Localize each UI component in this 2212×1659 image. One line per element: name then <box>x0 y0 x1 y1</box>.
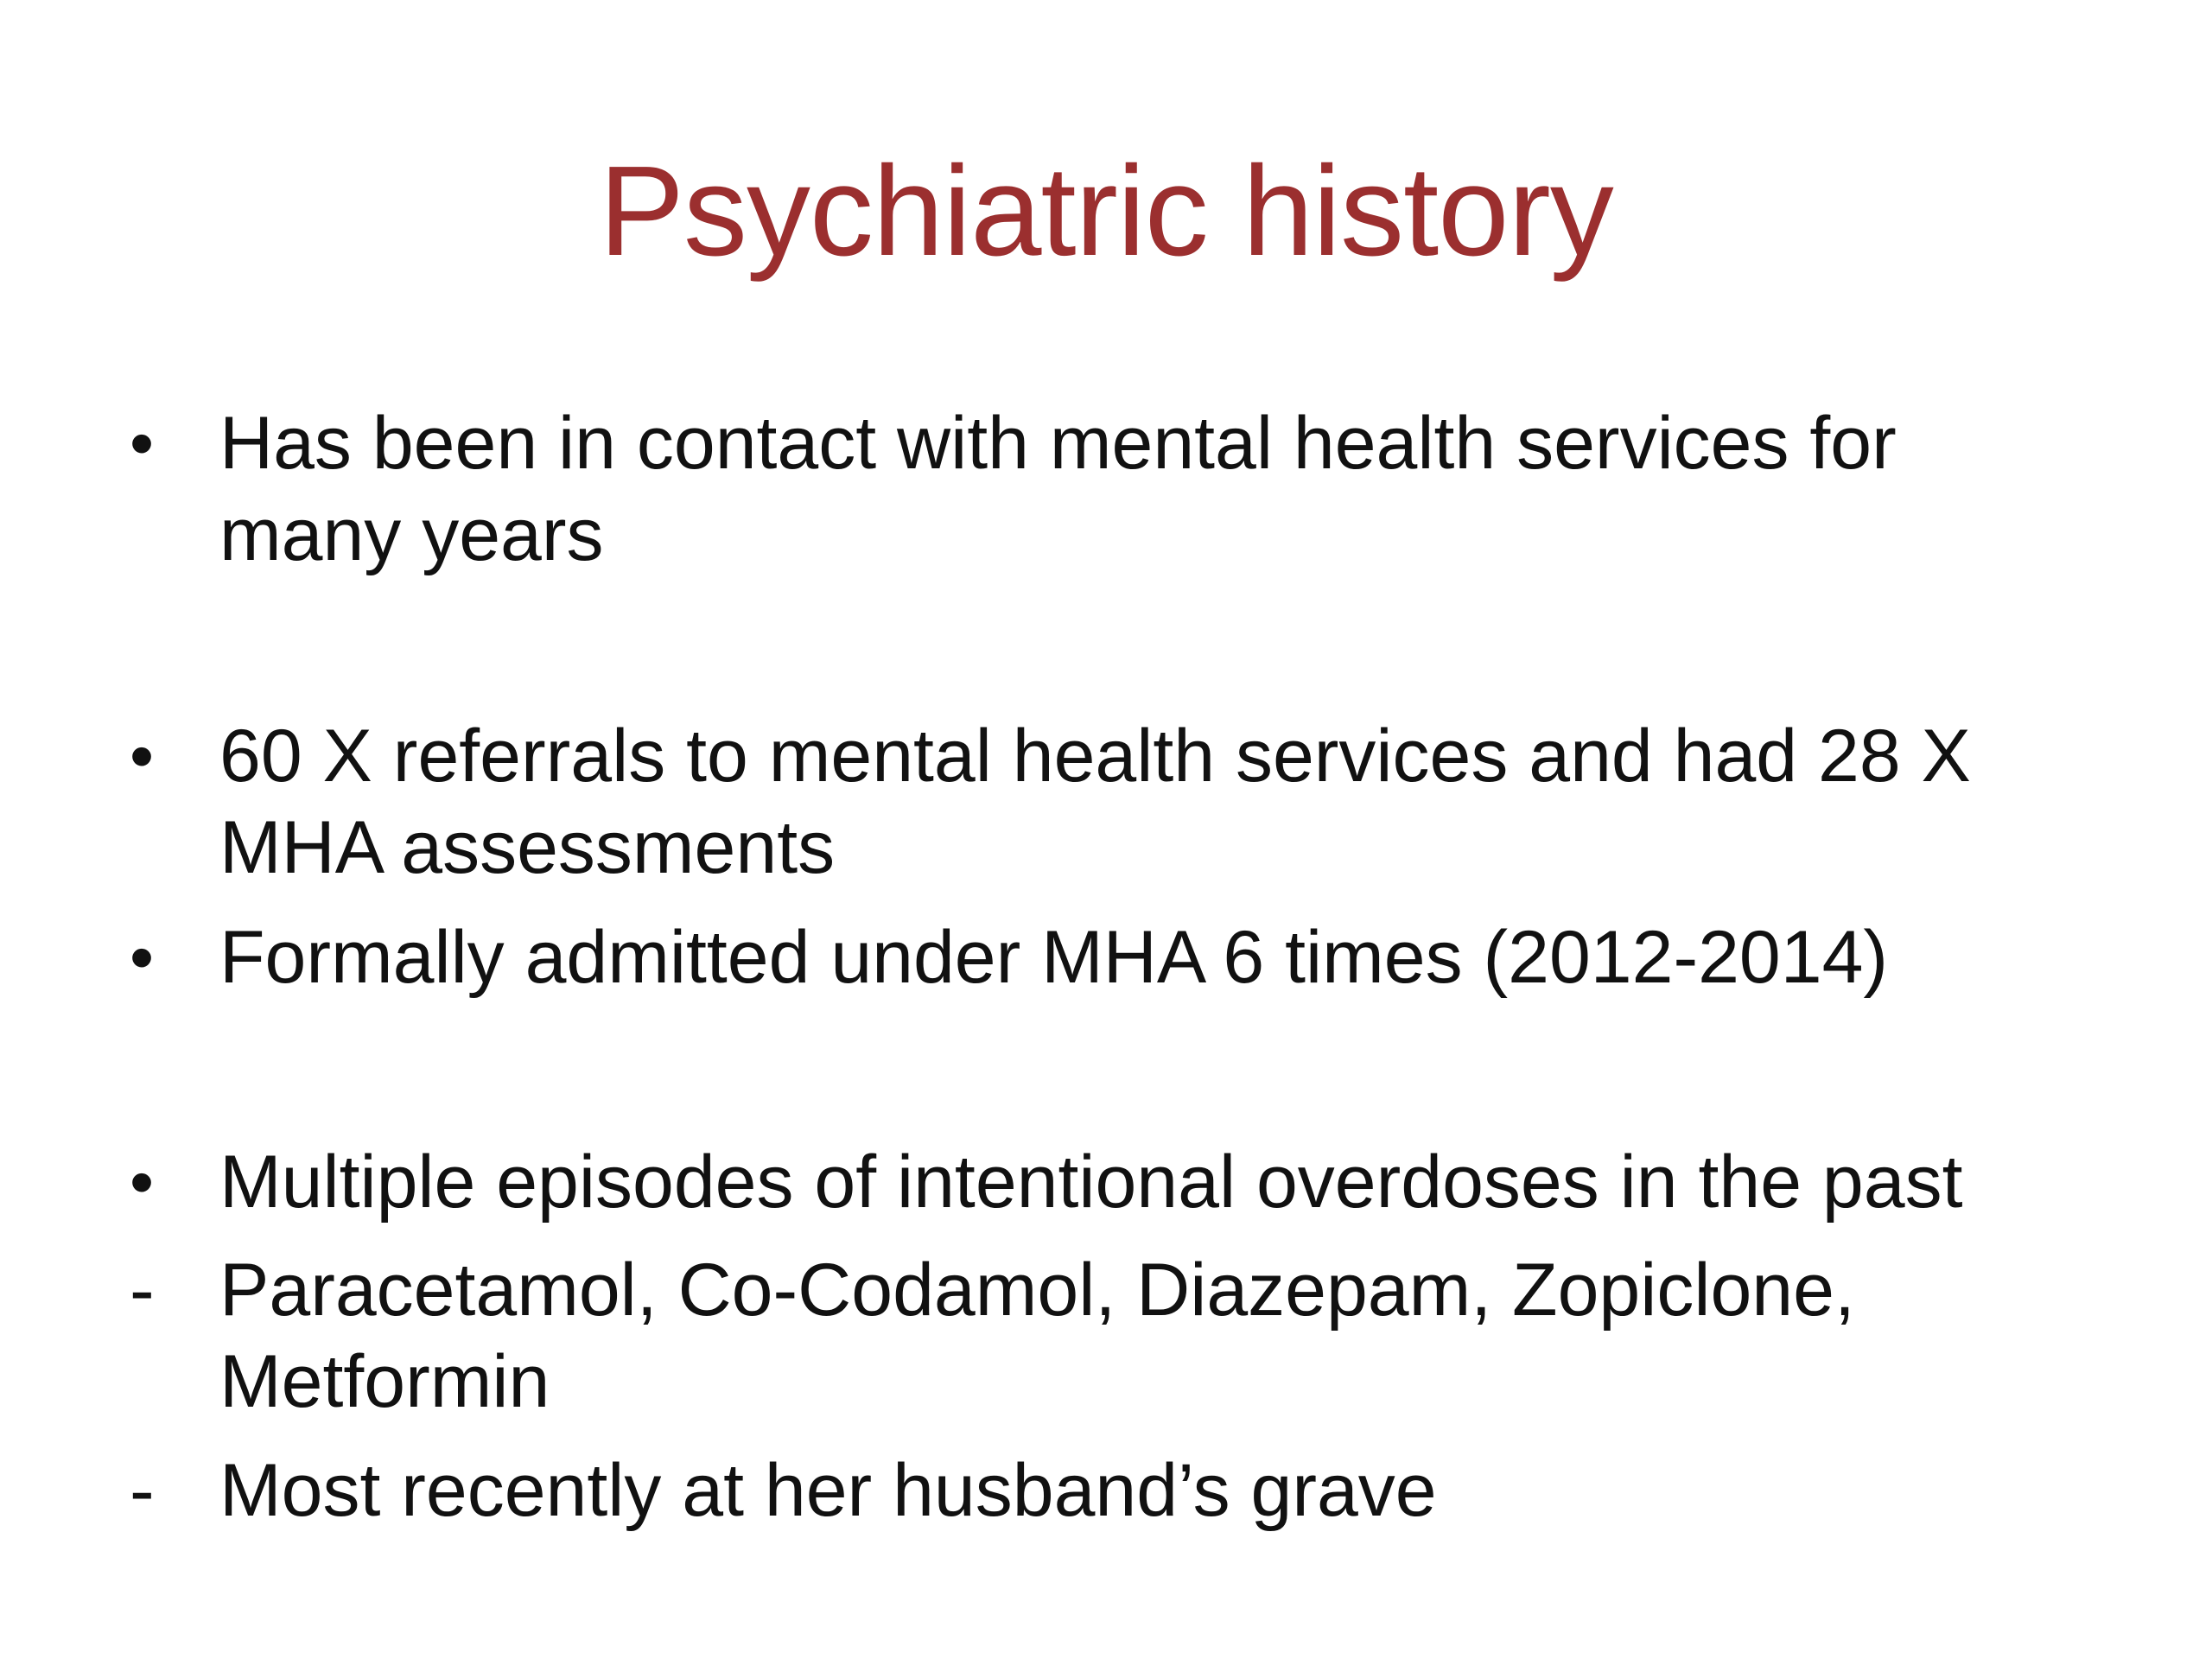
list-item-line: 60 X referrals to mental health services and had 28 X <box>219 715 1971 798</box>
list-item-text <box>219 912 2103 1003</box>
list-item-text <box>219 1136 2103 1228</box>
list-item-line: Paracetamol, Co-Codamol, Diazepam, Zopiclone, <box>219 1249 1855 1332</box>
list-item-text <box>219 397 2103 581</box>
list-item-line: Most recently at her husband’s grave <box>219 1449 1437 1532</box>
dash-marker: - <box>130 1249 155 1332</box>
bullet-marker: • <box>130 404 155 481</box>
list-item-line: Has been in contact with mental health services for <box>219 402 1897 485</box>
list-item-line: Multiple episodes of intentional overdoses in the past <box>219 1141 1963 1224</box>
list-item-line: many years <box>219 493 604 576</box>
list-item-line: Formally admitted under MHA 6 times (2012-2014) <box>219 916 1889 999</box>
list-item-text <box>219 1445 2103 1536</box>
bullet-marker: • <box>130 1143 155 1220</box>
list-item-line: Metformin <box>219 1340 550 1423</box>
list-item-line: MHA assessments <box>219 806 836 889</box>
list-item-text <box>219 1244 2103 1427</box>
slide-title: Psychiatric history <box>599 140 1613 283</box>
dash-marker: - <box>130 1449 155 1532</box>
list-item-text <box>219 710 2103 893</box>
bullet-marker: • <box>130 717 155 794</box>
bullet-marker: • <box>130 918 155 995</box>
